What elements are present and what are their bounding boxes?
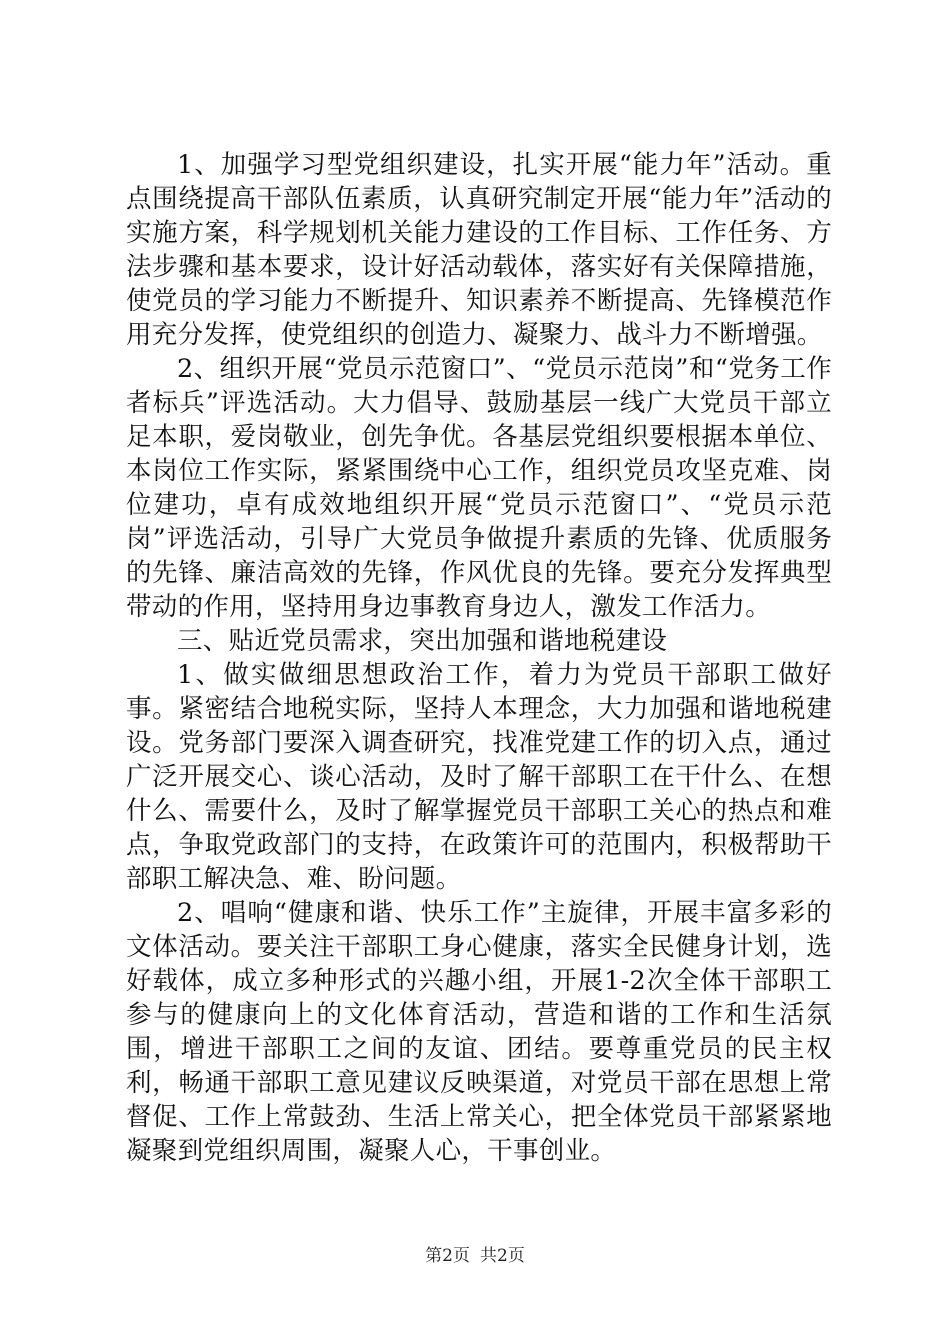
- page-footer: [0, 1245, 950, 1267]
- section-heading-3: 三、贴近党员需求，突出加强和谐地税建设: [177, 626, 668, 656]
- paragraph-4: 2、唱响“健康和谐、快乐工作”主旋律，开展丰富多彩的文体活动。要关注干部职工身心健康，落实全民健身计划，选好载体，成立多种形式的兴趣小组，开展1-2次全体干部职工参与的健康向上的文化体育活动，营造和谐的工作和生活氛围，增进干部职工之间的友谊、团结。要尊重党员的民主权利，畅通干部职工意见建议反映渠道，对党员干部在思想上常督促、工作上常鼓劲、生活上常关心，把全体党员干部紧紧地凝聚到党组织周围，凝聚人心，干事创业。: [126, 898, 832, 1166]
- document-body: [126, 148, 832, 1168]
- paragraph-2: 2、组织开展“党员示范窗口”、“党员示范岗”和“党务工作者标兵”评选活动。大力倡导、鼓励基层一线广大党员干部立足本职，爱岗敬业，创先争优。各基层党组织要根据本单位、本岗位工作实际，紧紧围绕中心工作，组织党员攻坚克难、岗位建功，卓有成效地组织开展“党员示范窗口”、“党员示范岗”评选活动，引导广大党员争做提升素质的先锋、优质服务的先锋、廉洁高效的先锋，作风优良的先锋。要充分发挥典型带动的作用，坚持用身边事教育身边人，激发工作活力。: [126, 354, 832, 622]
- paragraph-1: 1、加强学习型党组织建设，扎实开展“能力年”活动。重点围绕提高干部队伍素质，认真研究制定开展“能力年”活动的实施方案，科学规划机关能力建设的工作目标、工作任务、方法步骤和基本要求，设计好活动载体，落实好有关保障措施，使党员的学习能力不断提升、知识素养不断提高、先锋模范作用充分发挥，使党组织的创造力、凝聚力、战斗力不断增强。: [126, 150, 832, 350]
- page-total: 共2页: [480, 1246, 525, 1266]
- page-number: 第2页: [425, 1246, 470, 1266]
- paragraph-3: 1、做实做细思想政治工作，着力为党员干部职工做好事。紧密结合地税实际，坚持人本理念，大力加强和谐地税建设。党务部门要深入调查研究，找准党建工作的切入点，通过广泛开展交心、谈心活动，及时了解干部职工在干什么、在想什么、需要什么，及时了解掌握党员干部职工关心的热点和难点，争取党政部门的支持，在政策许可的范围内，积极帮助干部职工解决急、难、盼问题。: [126, 660, 832, 894]
